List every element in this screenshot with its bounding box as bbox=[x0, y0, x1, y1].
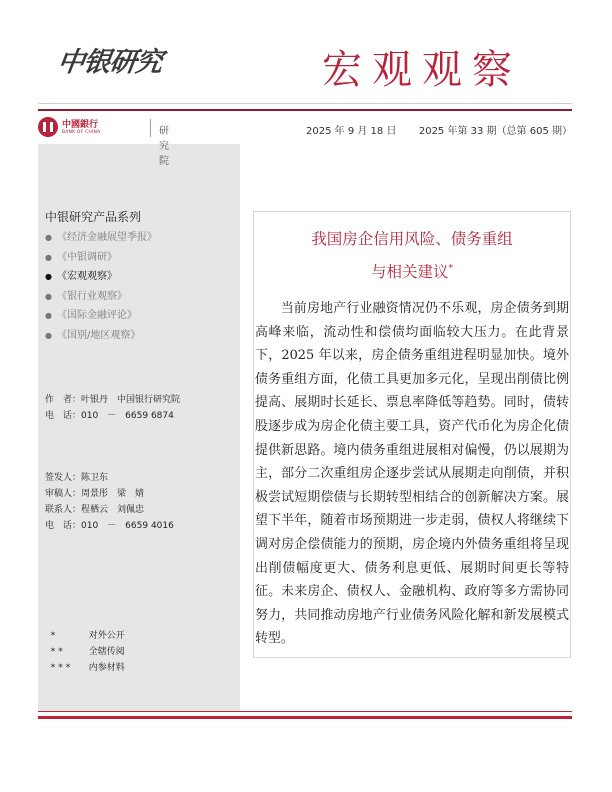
author-line: 作 者：叶银丹 中国银行研究院 bbox=[45, 395, 181, 405]
bank-name-cn: 中國銀行 bbox=[62, 120, 99, 130]
legend-internal-reference bbox=[45, 650, 125, 673]
brand-calligraphy-logo: 中银研究 bbox=[55, 47, 164, 78]
contacts: 联系人：程栖云 刘佩忠 bbox=[45, 505, 145, 515]
legend-label: 内参材料 bbox=[88, 663, 125, 673]
contact-phone: 电 话：010 － 6659 4016 bbox=[45, 521, 174, 531]
series-item[interactable]: ● 《中银调研》 bbox=[45, 248, 157, 268]
series-item[interactable]: ● 《银行业观察》 bbox=[45, 287, 157, 307]
footer-divider-thick bbox=[38, 716, 572, 719]
reviewers: 审稿人：周景彤 梁 婧 bbox=[45, 489, 145, 499]
legend-label: 对外公开 bbox=[88, 631, 125, 641]
footnote-mark: * bbox=[448, 263, 453, 274]
bank-name-en: BANK OF CHINA bbox=[62, 130, 101, 135]
bullet-icon: ● bbox=[45, 291, 52, 301]
report-issue: 2025 年第 33 期（总第 605 期） bbox=[418, 126, 572, 137]
bullet-icon: ● bbox=[45, 233, 52, 242]
date-issue-line bbox=[0, 122, 572, 137]
legend-symbol: ** bbox=[50, 647, 66, 657]
author-phone: 电 话：010 － 6659 6874 bbox=[45, 411, 174, 421]
series-list bbox=[45, 228, 157, 346]
footer-divider-thin bbox=[38, 711, 572, 712]
series-item[interactable]: ● 《国别/地区观察》 bbox=[45, 326, 157, 346]
publication-title: 宏观观察 bbox=[322, 47, 522, 93]
bullet-icon: ● bbox=[45, 252, 52, 262]
article-abstract: 当前房地产行业融资情况仍不乐观，房企债务到期高峰来临，流动性和偿债均面临较大压力。在此背景下，2025 年以来，房企债务重组进程明显加快。境外债务重组方面，化债工具更加多元化，呈现出削债比例提高、展期时长延长、票息率降低等趋势。同时，债转股逐步成为房企化债主要工具，资产代币化为房企化债提供新思路。境内债务重组进展相对偏慢，仍以展期为主，部分二次重组房企逐步尝试从展期走向削债，并积极尝试短期偿债与长期转型相结合的创新解决方案。展望下半年，随着市场预期进一步走弱，债权人将继续下调对房企偿债能力的预期，房企境内外债务重组将呈现出削债幅度更大、债务利息更低、展期时间更长等特征。未来房企、债权人、金融机构、政府等多方需协同努力，共同推动房地产行业债务风险化解和新发展模式转型。 bbox=[255, 301, 569, 647]
header-divider-thin bbox=[38, 103, 572, 104]
signer: 签发人：陈卫东 bbox=[45, 473, 109, 483]
legend-symbol: * bbox=[50, 631, 59, 641]
series-item[interactable]: ● 《经济金融展望季报》 bbox=[45, 228, 157, 248]
legend-symbol: *** bbox=[50, 663, 74, 673]
legend-label: 全辖传阅 bbox=[88, 647, 125, 657]
bullet-icon: ● bbox=[45, 272, 52, 282]
report-date: 2025 年 9 月 18 日 bbox=[306, 126, 397, 137]
series-item-active[interactable]: ● 《宏观观察》 bbox=[45, 267, 157, 287]
institute-label: 研究院 bbox=[159, 126, 169, 167]
series-item[interactable]: ● 《国际金融评论》 bbox=[45, 306, 157, 326]
article-title-line1: 我国房企信用风险、债务重组 bbox=[311, 230, 513, 248]
bullet-icon: ● bbox=[45, 330, 52, 340]
bullet-icon: ● bbox=[45, 311, 52, 321]
article-title-line2: 与相关建议* bbox=[370, 263, 453, 281]
series-heading: 中银研究产品系列 bbox=[45, 210, 142, 224]
header-divider-thick bbox=[38, 109, 572, 111]
